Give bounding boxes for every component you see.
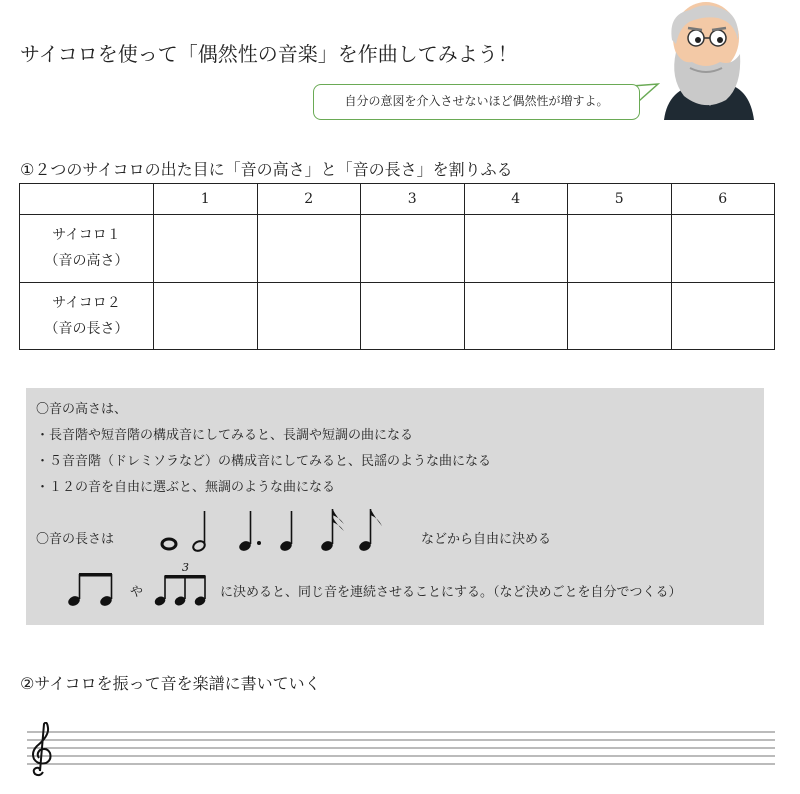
- sixteenth-note-icon: [320, 509, 344, 553]
- row-label-line: サイコロ２: [52, 294, 121, 311]
- table-header-row: [20, 184, 775, 215]
- table-cell[interactable]: [361, 282, 465, 350]
- table-cell[interactable]: [154, 282, 258, 350]
- rule-text: に決めると、同じ音を連続させることにする。（など決めごとを自分でつくる）: [220, 585, 682, 600]
- eighth-note-icon: [358, 509, 382, 553]
- column-header: 5: [568, 184, 672, 215]
- treble-clef-icon: [33, 723, 51, 775]
- table-row: [20, 282, 775, 350]
- column-header: 2: [257, 184, 361, 215]
- table-cell[interactable]: [464, 215, 568, 283]
- section2-title: ②サイコロを振って音を楽譜に書いていく: [20, 674, 321, 693]
- column-header: 6: [671, 184, 775, 215]
- column-header: 1: [154, 184, 258, 215]
- pitch-heading: 〇音の高さは、: [36, 402, 128, 417]
- table-cell[interactable]: [154, 215, 258, 283]
- half-note-icon: [192, 511, 207, 553]
- connector-text: や: [130, 585, 144, 600]
- table-cell[interactable]: [361, 215, 465, 283]
- table-row: [20, 215, 775, 283]
- section1-title: ①２つのサイコロの出た目に「音の高さ」と「音の長さ」を割りふる: [20, 160, 513, 179]
- table-cell[interactable]: [464, 282, 568, 350]
- table-cell[interactable]: [671, 215, 775, 283]
- table-cell[interactable]: [568, 215, 672, 283]
- length-heading: 〇音の長さは: [36, 532, 115, 547]
- pitch-item: ・長音階や短音階の構成音にしてみると、長調や短調の曲になる: [36, 428, 414, 443]
- table-cell[interactable]: [568, 282, 672, 350]
- table-cell[interactable]: [671, 282, 775, 350]
- quarter-note-icon: [279, 511, 294, 553]
- row-label-dice2: [20, 282, 154, 350]
- row-label-dice1: [20, 215, 154, 283]
- row-label-line: サイコロ１: [52, 227, 121, 244]
- speech-bubble: 自分の意図を介入させないほど偶然性が増すよ。: [313, 84, 640, 120]
- page-title: サイコロを使って「偶然性の音楽」を作曲してみよう！: [20, 42, 518, 66]
- column-header: 3: [361, 184, 465, 215]
- table-cell[interactable]: [257, 215, 361, 283]
- dotted-quarter-note-icon: [238, 511, 261, 553]
- composer-illustration: [650, 0, 760, 120]
- triplet-icon: [153, 575, 207, 607]
- pitch-item: ・５音音階（ドレミソラなど）の構成音にしてみると、民謡のような曲になる: [36, 454, 492, 469]
- row-label-line: （音の高さ）: [44, 253, 129, 270]
- row-label-line: （音の長さ）: [44, 320, 129, 337]
- length-suffix: などから自由に決める: [421, 532, 552, 547]
- column-header: 4: [464, 184, 568, 215]
- triplet-mark: 3: [182, 561, 189, 574]
- table-corner-cell: [20, 184, 154, 215]
- staff-lines: [27, 732, 775, 764]
- music-staff: [27, 722, 775, 782]
- note-symbols: [26, 388, 764, 625]
- dice-assignment-table: [19, 183, 775, 350]
- whole-note-icon: [162, 539, 176, 549]
- table-cell[interactable]: [257, 282, 361, 350]
- beamed-eighth-pair-icon: [67, 573, 114, 608]
- notes-box: [26, 388, 764, 625]
- pitch-item: ・１２の音を自由に選ぶと、無調のような曲になる: [36, 480, 336, 495]
